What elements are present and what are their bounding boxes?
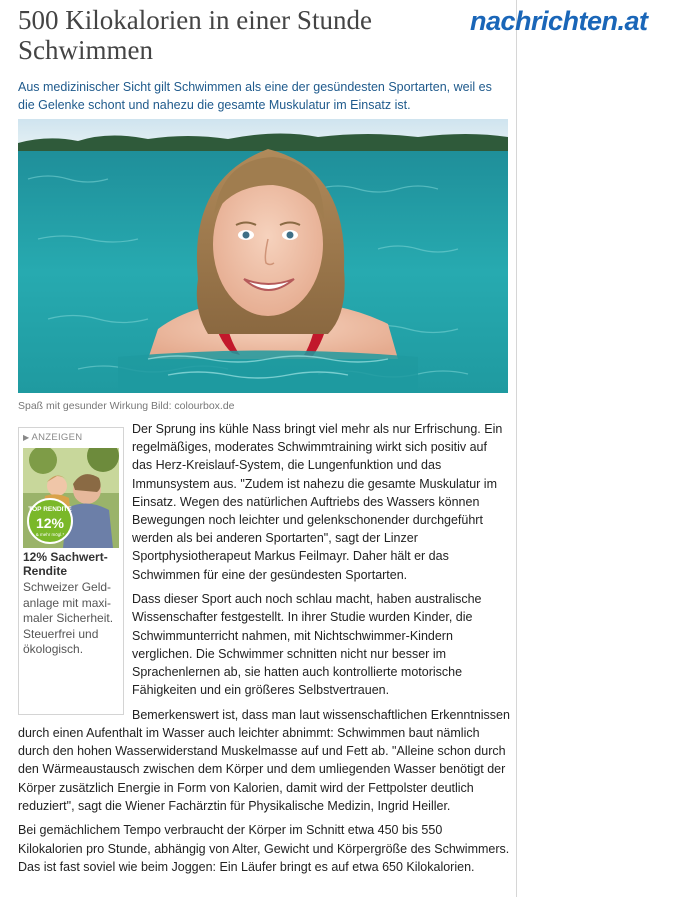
article-paragraph: Der Sprung ins kühle Nass bringt viel mehr als nur Erfrischung. Ein regelmäßiges, moderates Schwimmtraining wirkt sich positiv auf das Herz-Kreislauf-System, die Lungenfunktion und das Immunsystem aus. "Zudem ist nahezu die gesamte Muskulatur im Einsatz. Wegen des natürlichen Auftriebs des Wassers können Bewegungen noch leichter und gelenkschonender durchgeführt werden als bei anderen Sportarten", sagt der Linzer Sportphysiotherapeut Markus Feilmayr. Daher hält er das Schwimmen für eine der gesündesten Sportarten. [132,422,503,582]
ad-label-text: ANZEIGEN [31,432,83,443]
article-paragraph: Dass dieser Sport auch noch schlau macht, haben australische Wissenschafter festgestellt. In ihrer Studie wurden Kinder, die Schwimmunterricht nahmen, mit Nichtschwimmer-Kindern verglichen. Die Schwimmer schnitten nicht nur besser im Sprachenlernen ab, sie hatten auch kontrollierte motorische Fähigkeiten und ein größeres Selbstvertrauen. [132,592,482,698]
badge-note: & mehr mögl.* [35,532,65,537]
badge-top-text: TOP RENDITE [28,506,72,513]
play-icon: ▶ [23,433,30,442]
article-body [18,420,510,882]
article-paragraph: Bei gemächlichem Tempo verbraucht der Körper im Schnitt etwa 450 bis 550 Kilokalorien pro Stunde, abhängig von Alter, Gewicht und Körpergröße des Schwimmers. Das ist fast soviel wie beim Joggen: Ein Läufer bringt es auf etwa 650 Kilokalorien. [18,823,510,874]
badge-value: 12% [35,515,65,531]
ad-description: Schweizer Geld-anlage mit maxi-maler Sicherheit. Steuerfrei und ökologisch. [23,580,114,656]
article-paragraph: Bemerkenswert ist, dass man laut wissenschaftlichen Erkenntnissen durch einen Aufenthalt im Wasser auch leichter abnimmt: Schwimmen baut nämlich durch den hohen Wasserwiderstand Muskelmasse auf und Fett ab. "Alleine schon durch den Wärmeaustausch zwischen dem Körper und dem umliegenden Wasser benötigt der Körper zusätzlich Energie in Form von Kalorien, damit wird der Fettpolster deutlich reduziert", sagt die Wiener Fachärztin für Physikalische Medizin, Ingrid Heiller. [18,707,510,813]
photo-caption: Spaß mit gesunder Wirkung Bild: colourbox.de [18,400,235,412]
ad-float-spacer [18,420,132,716]
article-title: 500 Kilokalorien in einer Stunde Schwimmen [18,5,372,65]
site-logo[interactable]: nachrichten.at [470,6,648,36]
column-divider [516,0,517,897]
ad-title[interactable]: 12% Sachwert-Rendite [23,550,108,578]
article-lead: Aus medizinischer Sicht gilt Schwimmen als eine der gesündesten Sportarten, weil es die Gelenke schont und nahezu die gesamte Muskulatur im Einsatz ist. [18,80,492,112]
article-photo[interactable] [18,119,508,393]
swimmer-photo-image [18,119,508,393]
